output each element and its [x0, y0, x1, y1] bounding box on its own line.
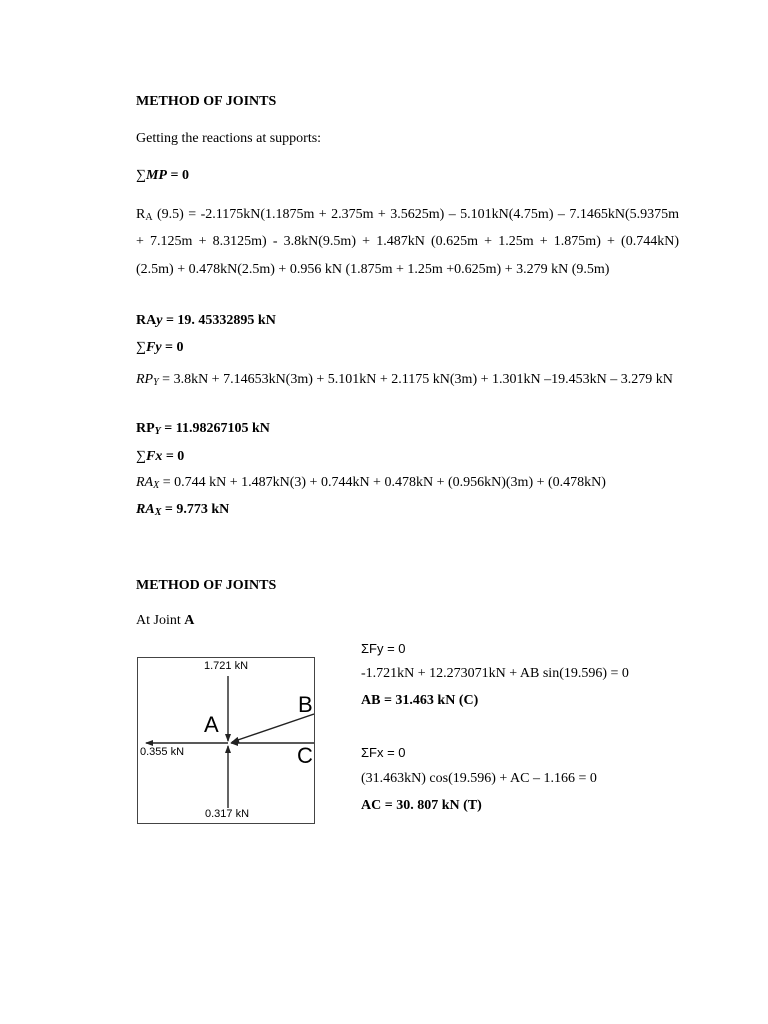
sum-symbol: ∑: [136, 340, 146, 355]
fy-lhs: Fy: [145, 340, 162, 355]
rpy-prefix: RP: [136, 372, 154, 387]
joint-label-c: C: [297, 743, 313, 768]
force-label-bottom: 0.317 kN: [205, 808, 250, 820]
joint-label-b: B: [298, 692, 313, 717]
fx-rhs: = 0: [162, 449, 185, 464]
rax-result-prefix: RA: [136, 502, 155, 517]
ra-prefix: R: [136, 207, 146, 222]
rpy-text: = 3.8kN + 7.14653kN(3m) + 5.101kN + 2.1175 kN(3m) + 1.301kN –19.453kN – 3.279 kN: [158, 372, 673, 387]
joint-name: A: [184, 613, 195, 628]
moment-lhs: MP: [145, 168, 167, 183]
rpy-equation: [136, 366, 679, 393]
ray-result: [136, 313, 276, 329]
ac-equation: (31.463kN) cos(19.596) + AC – 1.166 = 0: [361, 771, 597, 786]
moment-rhs: = 0: [166, 168, 189, 183]
joint-a-diagram: [137, 657, 315, 824]
force-label-top: 1.721 kN: [204, 660, 249, 672]
rpy-result-subscript: Y: [154, 426, 161, 437]
ra-text: (9.5) = -2.1175kN(1.1875m + 2.375m + 3.5625m) – 5.101kN(4.75m) – 7.1465kN(5.9375m + 7.125m + 8.3125m) - 3.8kN(9.5m) + 1.487kN (0.625m + 1.25m + 1.875m) + (0.744kN)(2.5m) + 0.478kN(2.5m) + 0.956 kN (1.875m + 1.25m +0.625m) + 3.279 kN (9.5m): [136, 207, 679, 277]
ray-prefix: RA: [136, 313, 157, 328]
sum-fy-equation: ΣFy = 0: [361, 641, 406, 656]
ac-result: AC = 30. 807 kN (T): [361, 798, 482, 813]
section-heading: METHOD OF JOINTS: [136, 94, 277, 109]
joint-label-a: A: [204, 712, 219, 737]
force-label-left: 0.355 kN: [140, 746, 185, 758]
ab-result: AB = 31.463 kN (C): [361, 693, 479, 708]
ra-equation: [136, 201, 679, 283]
ra-subscript: A: [145, 212, 153, 223]
sum-symbol: ∑: [136, 449, 146, 464]
free-body-svg: [138, 658, 314, 823]
rpy-result-value: = 11.98267105 kN: [160, 421, 270, 436]
ray-var: y: [156, 313, 163, 328]
rax-prefix: RA: [136, 475, 154, 490]
joint-prefix: At Joint: [136, 613, 185, 628]
rax-result-value: = 9.773 kN: [161, 502, 230, 517]
sum-fx-equation: ΣFx = 0: [361, 745, 406, 760]
intro-text: Getting the reactions at supports:: [136, 131, 322, 146]
rpy-result: [136, 421, 270, 437]
rax-result: [136, 502, 229, 518]
fx-lhs: Fx: [145, 449, 163, 464]
rax-equation: [136, 475, 606, 491]
fx-equation: [136, 449, 184, 465]
fy-equation: [136, 340, 184, 356]
section-heading-2: METHOD OF JOINTS: [136, 578, 277, 593]
joint-label: [136, 613, 194, 629]
rax-result-subscript: X: [154, 507, 162, 518]
ab-equation: -1.721kN + 12.273071kN + AB sin(19.596) = 0: [361, 666, 629, 681]
rpy-result-prefix: RP: [136, 421, 155, 436]
rpy-subscript: Y: [153, 377, 159, 388]
moment-equation: [136, 168, 189, 184]
fy-rhs: = 0: [161, 340, 184, 355]
ray-value: = 19. 45332895 kN: [162, 313, 276, 328]
sum-symbol: ∑: [136, 168, 146, 183]
member-ab-arrow: [232, 714, 314, 742]
rax-subscript: X: [153, 480, 160, 491]
rax-text: = 0.744 kN + 1.487kN(3) + 0.744kN + 0.478kN + (0.956kN)(3m) + (0.478kN): [159, 475, 606, 490]
